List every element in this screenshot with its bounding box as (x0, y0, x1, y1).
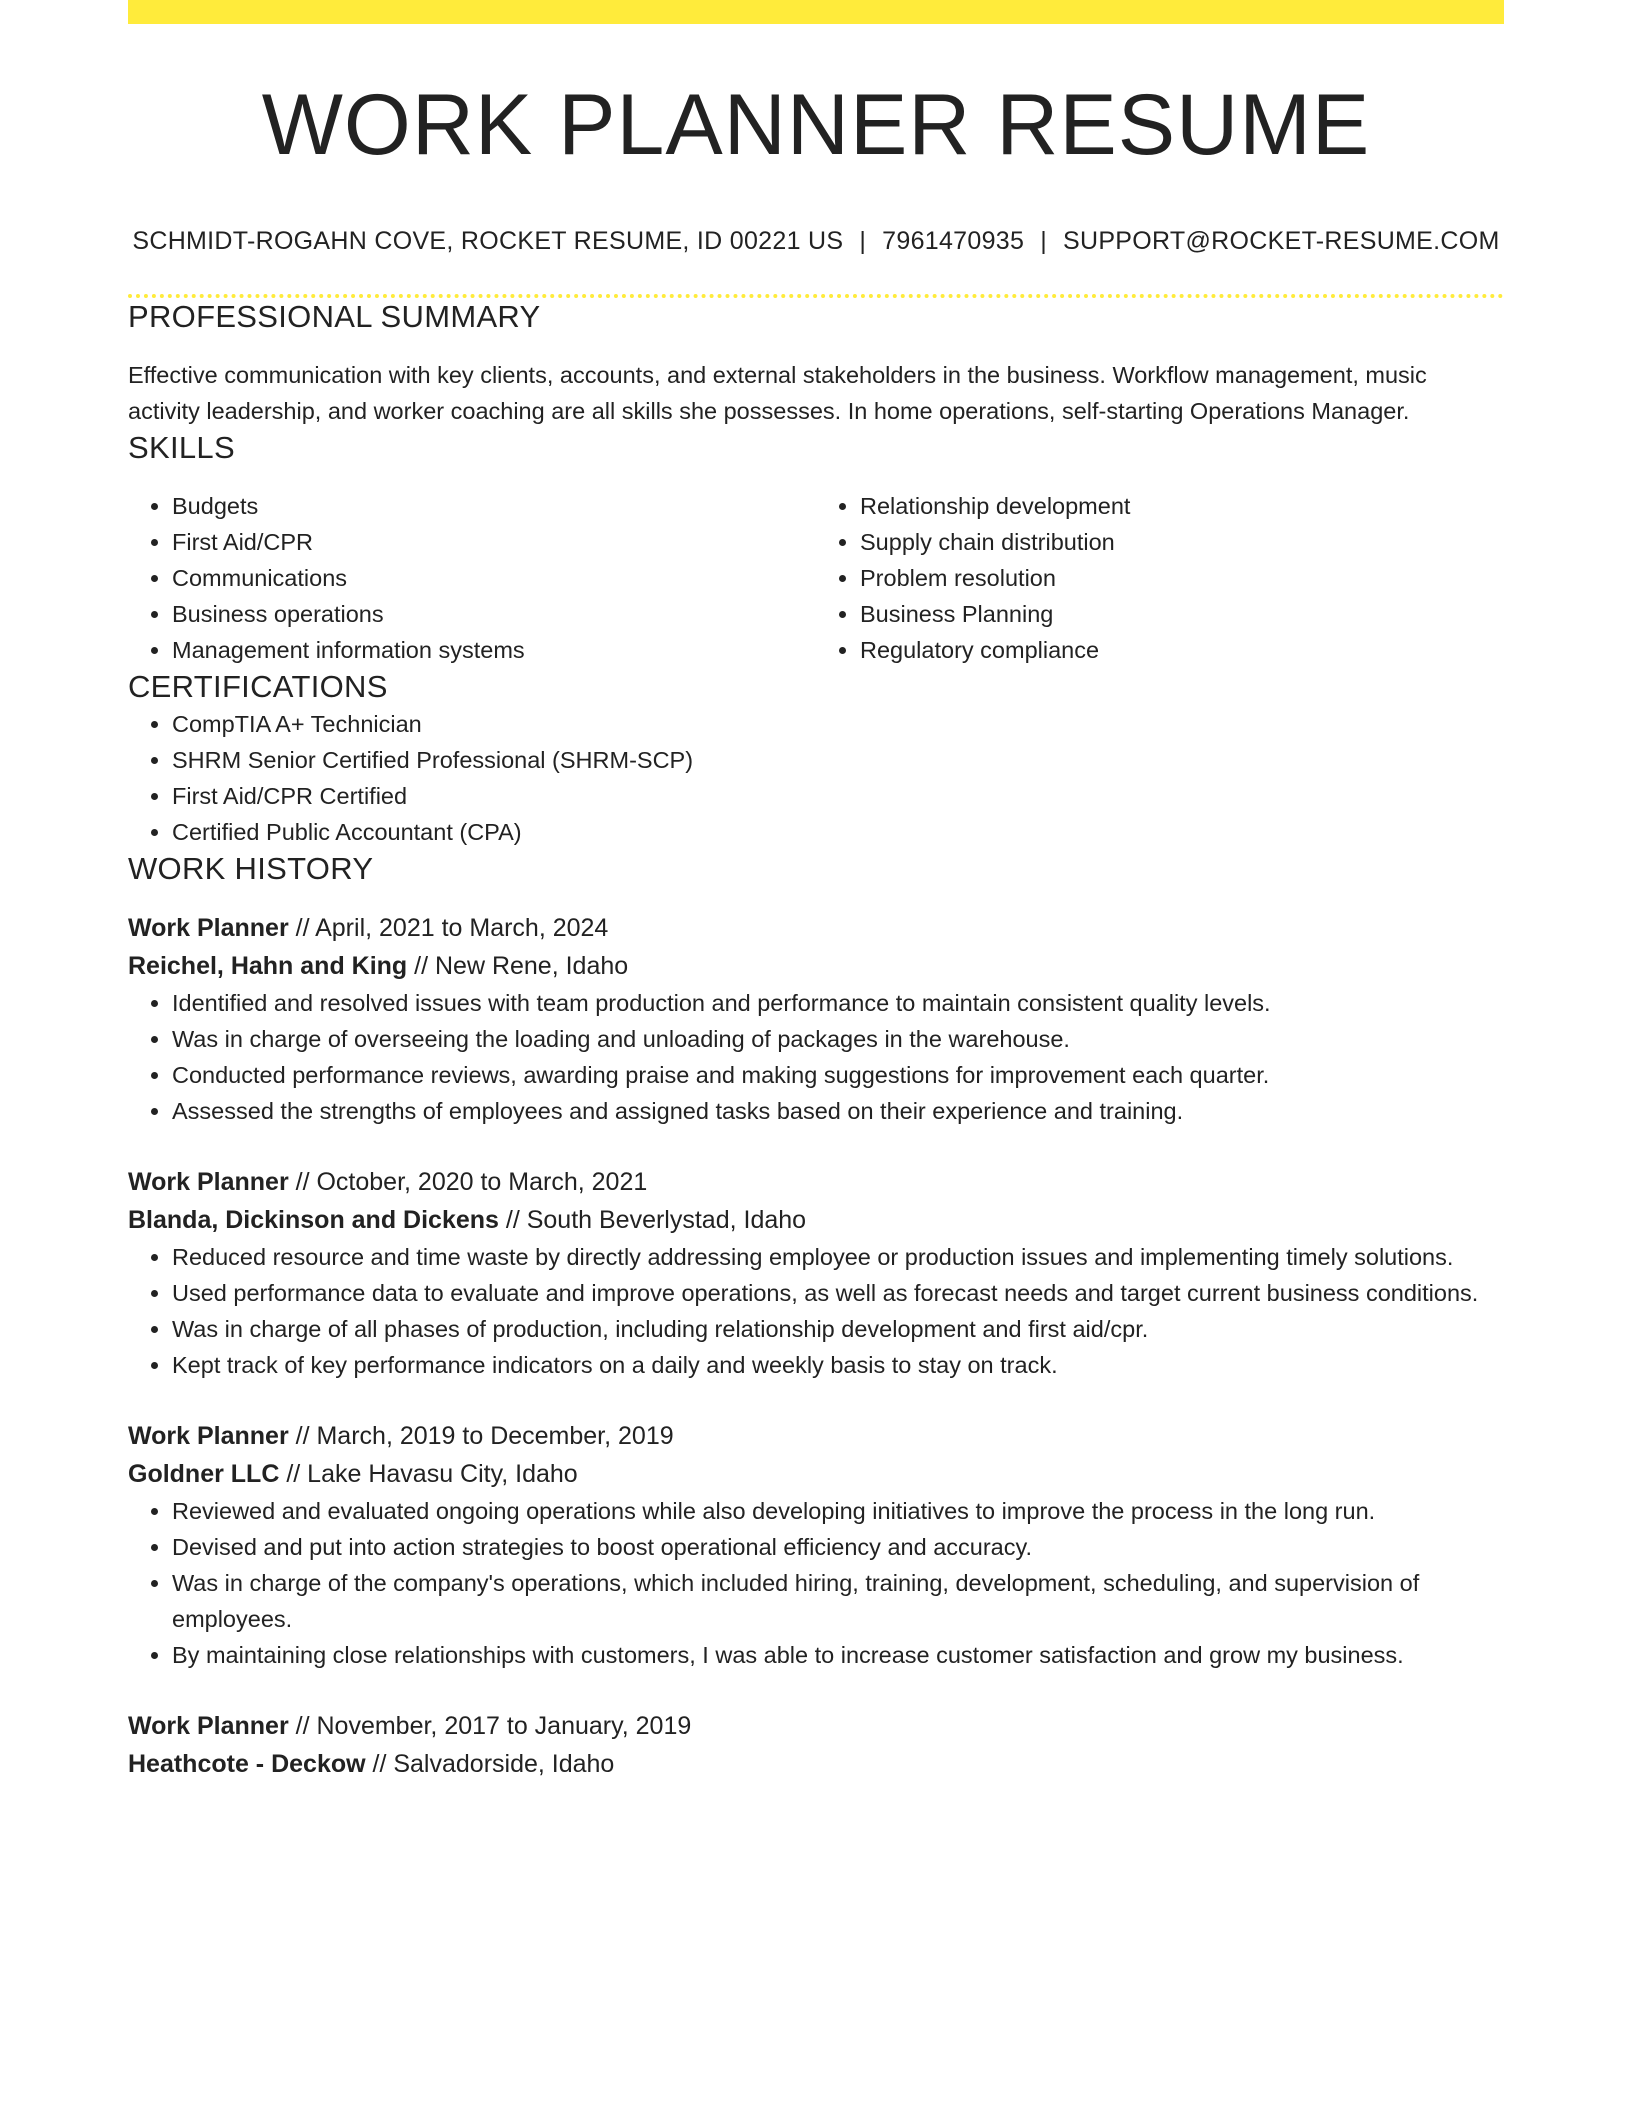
job-bullet: • Reviewed and evaluated ongoing operations while also developing initiatives to improve the process in the long run. (172, 1493, 1504, 1529)
certification-item: • SHRM Senior Certified Professional (SHRM-SCP) (172, 742, 1504, 778)
job-bullet: • Used performance data to evaluate and improve operations, as well as forecast needs and target current business conditions. (172, 1275, 1504, 1311)
job-entry (128, 909, 1504, 1129)
job-company: Goldner LLC (128, 1459, 280, 1488)
contact-separator: | (1040, 227, 1047, 255)
job-company: Reichel, Hahn and King (128, 951, 408, 980)
contact-separator: | (859, 227, 867, 255)
summary-text: Effective communication with key clients, accounts, and external stakeholders in the business. Workflow management, music activity leadership, and worker coaching are all skills she possesses. In home operations, self-starting Operations Manager. (128, 362, 1427, 425)
job-dates: // April, 2021 to March, 2024 (288, 913, 609, 942)
skill-item: • Problem resolution (860, 560, 1504, 596)
certification-item: • Certified Public Accountant (CPA) (172, 814, 1504, 850)
job-bullet: • Assessed the strengths of employees and assigned tasks based on their experience and training. (172, 1093, 1504, 1129)
skill-item: • Management information systems (172, 632, 816, 668)
skill-item: • Budgets (172, 488, 816, 524)
job-bullet-list (128, 985, 1504, 1129)
job-title-line (128, 1163, 1504, 1201)
job-dates: // March, 2019 to December, 2019 (288, 1421, 674, 1450)
job-location: // South Beverlystad, Idaho (498, 1205, 807, 1234)
contact-line (128, 226, 1504, 256)
resume-page (128, 0, 1504, 2112)
job-entry (128, 1417, 1504, 1673)
job-company-line (128, 947, 1504, 985)
job-bullet: • Conducted performance reviews, awarding praise and making suggestions for improvement each quarter. (172, 1057, 1504, 1093)
skills-grid (128, 488, 1504, 668)
job-bullet: • Reduced resource and time waste by directly addressing employee or production issues and implementing timely solutions. (172, 1239, 1504, 1275)
skills-list-right (816, 488, 1504, 668)
job-bullet: • Identified and resolved issues with team production and performance to maintain consistent quality levels. (172, 985, 1504, 1021)
skills-list-left (128, 488, 816, 668)
skill-item: • Regulatory compliance (860, 632, 1504, 668)
job-title: Work Planner (128, 1167, 289, 1196)
skill-item: • Communications (172, 560, 816, 596)
skill-item: • First Aid/CPR (172, 524, 816, 560)
job-location: // Lake Havasu City, Idaho (279, 1459, 578, 1488)
job-bullet: • Was in charge of the company's operations, which included hiring, training, development, scheduling, and supervision of employees. (172, 1565, 1504, 1637)
job-company: Heathcote - Deckow (128, 1749, 366, 1778)
job-company-line (128, 1201, 1504, 1239)
work-history-heading: WORK HISTORY (128, 850, 374, 886)
summary-heading: PROFESSIONAL SUMMARY (128, 299, 541, 334)
job-title-line (128, 909, 1504, 947)
job-dates: // November, 2017 to January, 2019 (288, 1711, 692, 1740)
work-history-list (128, 909, 1504, 1783)
job-location: // Salvadorside, Idaho (365, 1749, 615, 1778)
job-entry (128, 1163, 1504, 1383)
resume-title: WORK PLANNER RESUME (261, 77, 1371, 173)
job-entry (128, 1707, 1504, 1783)
top-accent-bar (128, 0, 1504, 24)
job-bullet-list (128, 1493, 1504, 1673)
contact-email: SUPPORT@ROCKET-RESUME.COM (1063, 227, 1500, 255)
job-company-line (128, 1745, 1504, 1783)
skill-item: • Business operations (172, 596, 816, 632)
skill-item: • Business Planning (860, 596, 1504, 632)
contact-phone: 7961470935 (882, 227, 1025, 255)
job-title-line (128, 1707, 1504, 1745)
certification-item: • First Aid/CPR Certified (172, 778, 1504, 814)
certification-item: • CompTIA A+ Technician (172, 706, 1504, 742)
contact-address: SCHMIDT-ROGAHN COVE, ROCKET RESUME, ID 00221 US (132, 227, 844, 255)
skill-item: • Supply chain distribution (860, 524, 1504, 560)
job-bullet: • By maintaining close relationships with customers, I was able to increase customer satisfaction and grow my business. (172, 1637, 1504, 1673)
job-bullet: • Kept track of key performance indicators on a daily and weekly basis to stay on track. (172, 1347, 1504, 1383)
job-company: Blanda, Dickinson and Dickens (128, 1205, 499, 1234)
job-bullet: • Was in charge of all phases of production, including relationship development and first aid/cpr. (172, 1311, 1504, 1347)
job-title: Work Planner (128, 1711, 289, 1740)
certifications-heading: CERTIFICATIONS (128, 669, 388, 705)
skills-heading: SKILLS (128, 430, 235, 466)
skill-item: • Relationship development (860, 488, 1504, 524)
job-title-line (128, 1417, 1504, 1455)
certifications-list (128, 706, 1504, 850)
job-company-line (128, 1455, 1504, 1493)
job-bullet: • Was in charge of overseeing the loading and unloading of packages in the warehouse. (172, 1021, 1504, 1057)
job-dates: // October, 2020 to March, 2021 (288, 1167, 648, 1196)
job-bullet-list (128, 1239, 1504, 1383)
job-title: Work Planner (128, 1421, 289, 1450)
job-bullet: • Devised and put into action strategies to boost operational efficiency and accuracy. (172, 1529, 1504, 1565)
job-location: // New Rene, Idaho (407, 951, 629, 980)
job-title: Work Planner (128, 913, 289, 942)
